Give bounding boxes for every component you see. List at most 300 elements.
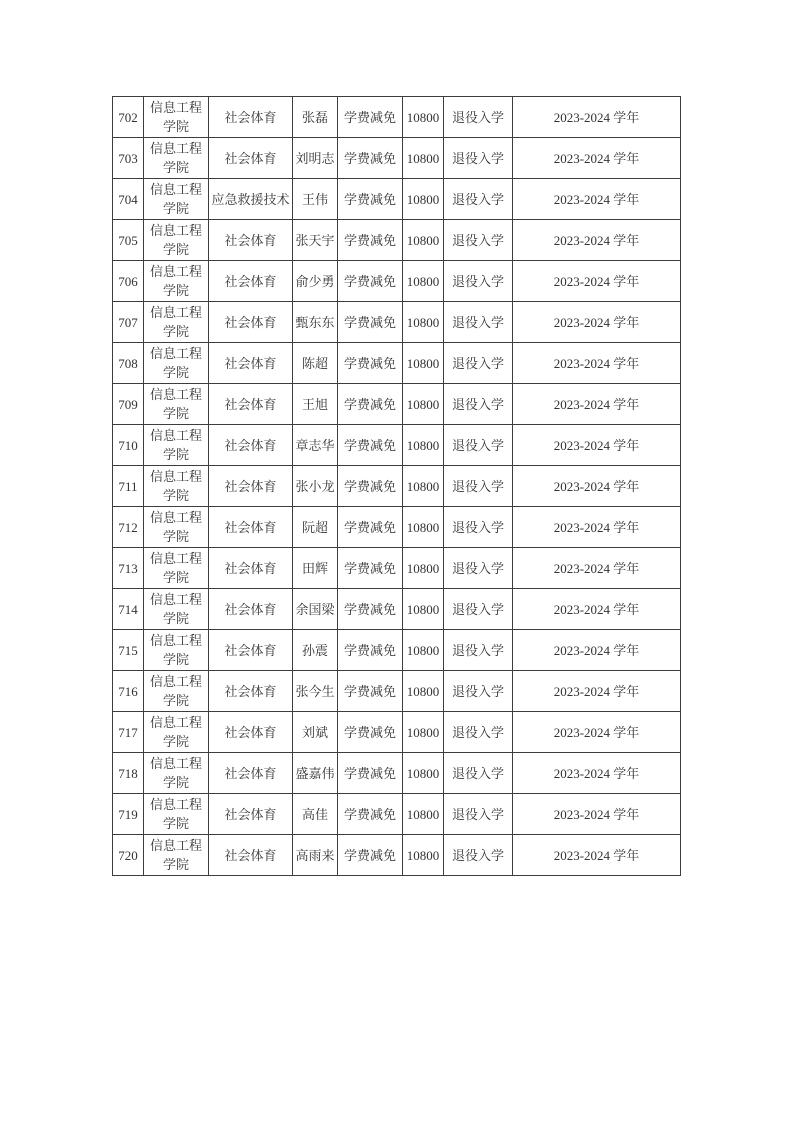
cell-text: 学费减免 — [343, 479, 396, 495]
cell-text: 10800 — [406, 397, 440, 413]
col-major — [209, 753, 293, 794]
cell-text: 学费减免 — [343, 684, 396, 700]
cell-text: 退役入学 — [451, 479, 504, 495]
cell-text: 711 — [118, 479, 138, 495]
col-serial-number — [113, 384, 144, 425]
cell-text: 信息工程学院 — [149, 469, 202, 503]
col-serial-number — [113, 589, 144, 630]
cell-text: 王伟 — [301, 192, 328, 208]
col-serial-number — [113, 261, 144, 302]
col-academic-year — [513, 302, 681, 343]
cell-text: 信息工程学院 — [149, 551, 202, 585]
cell-text: 退役入学 — [451, 315, 504, 331]
cell-text: 10800 — [406, 725, 440, 741]
cell-text: 社会体育 — [224, 479, 277, 495]
cell-text: 退役入学 — [451, 520, 504, 536]
col-major — [209, 712, 293, 753]
cell-text: 退役入学 — [451, 848, 504, 864]
col-serial-number — [113, 671, 144, 712]
cell-text: 信息工程学院 — [149, 264, 202, 298]
col-academic-year — [513, 630, 681, 671]
col-academic-year — [513, 794, 681, 835]
cell-text: 学费减免 — [343, 192, 396, 208]
col-student-name — [293, 425, 338, 466]
cell-text: 甄东东 — [295, 315, 335, 331]
cell-text: 10800 — [406, 520, 440, 536]
table-row — [113, 794, 681, 835]
cell-text: 信息工程学院 — [149, 592, 202, 626]
col-major — [209, 343, 293, 384]
cell-text: 退役入学 — [451, 192, 504, 208]
cell-text: 10800 — [406, 192, 440, 208]
cell-text: 退役入学 — [451, 602, 504, 618]
cell-text: 高佳 — [301, 807, 328, 823]
col-major — [209, 425, 293, 466]
cell-text: 信息工程学院 — [149, 715, 202, 749]
cell-text: 715 — [118, 643, 138, 659]
cell-text: 学费减免 — [343, 438, 396, 454]
cell-text: 刘斌 — [301, 725, 328, 741]
col-major — [209, 220, 293, 261]
col-major — [209, 97, 293, 138]
cell-text: 陈超 — [301, 356, 328, 372]
cell-text: 信息工程学院 — [149, 428, 202, 462]
col-aid-item — [338, 835, 403, 876]
cell-text: 社会体育 — [224, 233, 277, 249]
cell-text: 盛嘉伟 — [295, 766, 335, 782]
col-amount — [403, 384, 444, 425]
col-academic-year — [513, 343, 681, 384]
cell-text: 702 — [118, 110, 138, 126]
col-aid-item — [338, 343, 403, 384]
table-row — [113, 753, 681, 794]
col-aid-item — [338, 630, 403, 671]
cell-text: 退役入学 — [451, 274, 504, 290]
col-aid-item — [338, 712, 403, 753]
cell-text: 学费减免 — [343, 807, 396, 823]
col-college — [144, 425, 209, 466]
cell-text: 孙震 — [301, 643, 328, 659]
col-student-name — [293, 630, 338, 671]
col-college — [144, 384, 209, 425]
col-admission-type — [444, 138, 513, 179]
cell-text: 2023-2024 学年 — [553, 561, 640, 577]
cell-text: 学费减免 — [343, 110, 396, 126]
col-amount — [403, 220, 444, 261]
cell-text: 学费减免 — [343, 233, 396, 249]
table-row — [113, 302, 681, 343]
cell-text: 10800 — [406, 233, 440, 249]
cell-text: 社会体育 — [224, 438, 277, 454]
col-aid-item — [338, 138, 403, 179]
col-college — [144, 589, 209, 630]
cell-text: 学费减免 — [343, 315, 396, 331]
fee-table-body — [113, 97, 681, 876]
cell-text: 信息工程学院 — [149, 633, 202, 667]
col-aid-item — [338, 384, 403, 425]
col-admission-type — [444, 671, 513, 712]
cell-text: 10800 — [406, 274, 440, 290]
col-college — [144, 712, 209, 753]
col-serial-number — [113, 138, 144, 179]
cell-text: 714 — [118, 602, 138, 618]
col-aid-item — [338, 220, 403, 261]
cell-text: 社会体育 — [224, 315, 277, 331]
col-amount — [403, 835, 444, 876]
col-aid-item — [338, 589, 403, 630]
col-college — [144, 630, 209, 671]
col-amount — [403, 261, 444, 302]
col-college — [144, 343, 209, 384]
table-row — [113, 507, 681, 548]
cell-text: 2023-2024 学年 — [553, 397, 640, 413]
col-student-name — [293, 220, 338, 261]
col-academic-year — [513, 179, 681, 220]
cell-text: 高雨来 — [295, 848, 335, 864]
col-academic-year — [513, 261, 681, 302]
col-major — [209, 384, 293, 425]
cell-text: 学费减免 — [343, 602, 396, 618]
table-row — [113, 712, 681, 753]
col-admission-type — [444, 343, 513, 384]
col-student-name — [293, 835, 338, 876]
table-row — [113, 384, 681, 425]
col-admission-type — [444, 261, 513, 302]
col-amount — [403, 589, 444, 630]
col-student-name — [293, 179, 338, 220]
col-admission-type — [444, 589, 513, 630]
col-amount — [403, 343, 444, 384]
cell-text: 社会体育 — [224, 397, 277, 413]
col-serial-number — [113, 794, 144, 835]
col-admission-type — [444, 835, 513, 876]
cell-text: 10800 — [406, 110, 440, 126]
col-student-name — [293, 589, 338, 630]
col-academic-year — [513, 753, 681, 794]
cell-text: 信息工程学院 — [149, 510, 202, 544]
cell-text: 2023-2024 学年 — [553, 110, 640, 126]
cell-text: 退役入学 — [451, 233, 504, 249]
col-major — [209, 589, 293, 630]
cell-text: 退役入学 — [451, 725, 504, 741]
cell-text: 10800 — [406, 315, 440, 331]
col-academic-year — [513, 548, 681, 589]
cell-text: 10800 — [406, 479, 440, 495]
col-college — [144, 179, 209, 220]
cell-text: 信息工程学院 — [149, 182, 202, 216]
col-major — [209, 507, 293, 548]
col-student-name — [293, 97, 338, 138]
col-college — [144, 97, 209, 138]
cell-text: 张小龙 — [295, 479, 335, 495]
col-major — [209, 261, 293, 302]
cell-text: 709 — [118, 397, 138, 413]
cell-text: 张磊 — [301, 110, 328, 126]
cell-text: 10800 — [406, 438, 440, 454]
col-admission-type — [444, 97, 513, 138]
cell-text: 社会体育 — [224, 520, 277, 536]
col-serial-number — [113, 507, 144, 548]
col-college — [144, 671, 209, 712]
col-student-name — [293, 548, 338, 589]
col-amount — [403, 302, 444, 343]
cell-text: 2023-2024 学年 — [553, 807, 640, 823]
col-academic-year — [513, 835, 681, 876]
col-student-name — [293, 712, 338, 753]
cell-text: 退役入学 — [451, 397, 504, 413]
col-student-name — [293, 466, 338, 507]
cell-text: 退役入学 — [451, 807, 504, 823]
cell-text: 社会体育 — [224, 725, 277, 741]
cell-text: 社会体育 — [224, 356, 277, 372]
col-amount — [403, 753, 444, 794]
cell-text: 10800 — [406, 356, 440, 372]
cell-text: 社会体育 — [224, 274, 277, 290]
table-row — [113, 425, 681, 466]
col-amount — [403, 466, 444, 507]
cell-text: 学费减免 — [343, 766, 396, 782]
col-amount — [403, 179, 444, 220]
cell-text: 信息工程学院 — [149, 756, 202, 790]
col-aid-item — [338, 425, 403, 466]
col-college — [144, 261, 209, 302]
table-row — [113, 589, 681, 630]
col-amount — [403, 548, 444, 589]
cell-text: 2023-2024 学年 — [553, 766, 640, 782]
col-aid-item — [338, 794, 403, 835]
col-admission-type — [444, 712, 513, 753]
cell-text: 张天宇 — [295, 233, 335, 249]
col-aid-item — [338, 548, 403, 589]
cell-text: 704 — [118, 192, 138, 208]
table-row — [113, 671, 681, 712]
cell-text: 社会体育 — [224, 561, 277, 577]
col-college — [144, 302, 209, 343]
col-academic-year — [513, 97, 681, 138]
col-college — [144, 220, 209, 261]
cell-text: 2023-2024 学年 — [553, 438, 640, 454]
cell-text: 708 — [118, 356, 138, 372]
col-amount — [403, 97, 444, 138]
col-aid-item — [338, 179, 403, 220]
col-college — [144, 835, 209, 876]
cell-text: 社会体育 — [224, 684, 277, 700]
cell-text: 705 — [118, 233, 138, 249]
col-serial-number — [113, 179, 144, 220]
col-major — [209, 835, 293, 876]
cell-text: 王旭 — [301, 397, 328, 413]
cell-text: 退役入学 — [451, 766, 504, 782]
col-academic-year — [513, 712, 681, 753]
col-admission-type — [444, 302, 513, 343]
col-admission-type — [444, 179, 513, 220]
col-aid-item — [338, 97, 403, 138]
cell-text: 10800 — [406, 684, 440, 700]
cell-text: 712 — [118, 520, 138, 536]
col-student-name — [293, 343, 338, 384]
cell-text: 学费减免 — [343, 725, 396, 741]
cell-text: 信息工程学院 — [149, 674, 202, 708]
cell-text: 学费减免 — [343, 151, 396, 167]
col-college — [144, 466, 209, 507]
cell-text: 2023-2024 学年 — [553, 356, 640, 372]
col-aid-item — [338, 466, 403, 507]
cell-text: 张今生 — [295, 684, 335, 700]
cell-text: 学费减免 — [343, 848, 396, 864]
col-major — [209, 548, 293, 589]
table-row — [113, 138, 681, 179]
col-aid-item — [338, 671, 403, 712]
cell-text: 学费减免 — [343, 397, 396, 413]
col-student-name — [293, 507, 338, 548]
cell-text: 2023-2024 学年 — [553, 192, 640, 208]
col-serial-number — [113, 835, 144, 876]
col-serial-number — [113, 302, 144, 343]
col-college — [144, 794, 209, 835]
col-serial-number — [113, 343, 144, 384]
cell-text: 2023-2024 学年 — [553, 602, 640, 618]
col-academic-year — [513, 507, 681, 548]
col-admission-type — [444, 794, 513, 835]
col-admission-type — [444, 425, 513, 466]
cell-text: 社会体育 — [224, 110, 277, 126]
col-academic-year — [513, 466, 681, 507]
col-student-name — [293, 302, 338, 343]
cell-text: 学费减免 — [343, 643, 396, 659]
cell-text: 716 — [118, 684, 138, 700]
cell-text: 社会体育 — [224, 807, 277, 823]
cell-text: 2023-2024 学年 — [553, 643, 640, 659]
col-amount — [403, 507, 444, 548]
cell-text: 信息工程学院 — [149, 305, 202, 339]
col-student-name — [293, 753, 338, 794]
col-amount — [403, 794, 444, 835]
cell-text: 学费减免 — [343, 356, 396, 372]
cell-text: 2023-2024 学年 — [553, 684, 640, 700]
col-college — [144, 507, 209, 548]
col-serial-number — [113, 753, 144, 794]
col-major — [209, 179, 293, 220]
cell-text: 2023-2024 学年 — [553, 233, 640, 249]
cell-text: 10800 — [406, 602, 440, 618]
col-academic-year — [513, 220, 681, 261]
cell-text: 退役入学 — [451, 151, 504, 167]
cell-text: 退役入学 — [451, 438, 504, 454]
cell-text: 信息工程学院 — [149, 346, 202, 380]
col-major — [209, 630, 293, 671]
col-amount — [403, 712, 444, 753]
col-college — [144, 753, 209, 794]
cell-text: 俞少勇 — [295, 274, 335, 290]
cell-text: 社会体育 — [224, 848, 277, 864]
col-aid-item — [338, 261, 403, 302]
cell-text: 社会体育 — [224, 602, 277, 618]
col-academic-year — [513, 425, 681, 466]
cell-text: 10800 — [406, 848, 440, 864]
cell-text: 信息工程学院 — [149, 141, 202, 175]
table-row — [113, 343, 681, 384]
col-aid-item — [338, 302, 403, 343]
col-admission-type — [444, 507, 513, 548]
cell-text: 10800 — [406, 643, 440, 659]
cell-text: 2023-2024 学年 — [553, 274, 640, 290]
col-serial-number — [113, 466, 144, 507]
col-major — [209, 466, 293, 507]
cell-text: 退役入学 — [451, 643, 504, 659]
cell-text: 2023-2024 学年 — [553, 479, 640, 495]
cell-text: 学费减免 — [343, 520, 396, 536]
cell-text: 713 — [118, 561, 138, 577]
cell-text: 阮超 — [301, 520, 328, 536]
col-admission-type — [444, 630, 513, 671]
cell-text: 10800 — [406, 151, 440, 167]
col-college — [144, 138, 209, 179]
table-row — [113, 466, 681, 507]
cell-text: 余国梁 — [295, 602, 335, 618]
cell-text: 10800 — [406, 561, 440, 577]
cell-text: 社会体育 — [224, 643, 277, 659]
col-student-name — [293, 261, 338, 302]
cell-text: 703 — [118, 151, 138, 167]
col-serial-number — [113, 97, 144, 138]
col-major — [209, 794, 293, 835]
cell-text: 707 — [118, 315, 138, 331]
cell-text: 章志华 — [295, 438, 335, 454]
col-student-name — [293, 384, 338, 425]
col-student-name — [293, 138, 338, 179]
col-amount — [403, 630, 444, 671]
col-admission-type — [444, 753, 513, 794]
cell-text: 退役入学 — [451, 356, 504, 372]
col-aid-item — [338, 753, 403, 794]
cell-text: 10800 — [406, 766, 440, 782]
table-row — [113, 220, 681, 261]
col-aid-item — [338, 507, 403, 548]
table-row — [113, 179, 681, 220]
cell-text: 719 — [118, 807, 138, 823]
col-student-name — [293, 671, 338, 712]
cell-text: 720 — [118, 848, 138, 864]
col-admission-type — [444, 220, 513, 261]
col-serial-number — [113, 630, 144, 671]
col-admission-type — [444, 384, 513, 425]
cell-text: 学费减免 — [343, 561, 396, 577]
col-academic-year — [513, 384, 681, 425]
cell-text: 710 — [118, 438, 138, 454]
cell-text: 718 — [118, 766, 138, 782]
col-serial-number — [113, 220, 144, 261]
col-admission-type — [444, 548, 513, 589]
cell-text: 706 — [118, 274, 138, 290]
cell-text: 退役入学 — [451, 684, 504, 700]
table-row — [113, 630, 681, 671]
col-serial-number — [113, 712, 144, 753]
cell-text: 10800 — [406, 807, 440, 823]
table-row — [113, 548, 681, 589]
table-row — [113, 97, 681, 138]
cell-text: 信息工程学院 — [149, 100, 202, 134]
col-serial-number — [113, 548, 144, 589]
cell-text: 2023-2024 学年 — [553, 848, 640, 864]
cell-text: 信息工程学院 — [149, 223, 202, 257]
table-row — [113, 835, 681, 876]
cell-text: 刘明志 — [295, 151, 335, 167]
cell-text: 田辉 — [301, 561, 328, 577]
col-academic-year — [513, 138, 681, 179]
cell-text: 信息工程学院 — [149, 387, 202, 421]
cell-text: 应急救援技术 — [211, 192, 290, 208]
cell-text: 2023-2024 学年 — [553, 725, 640, 741]
